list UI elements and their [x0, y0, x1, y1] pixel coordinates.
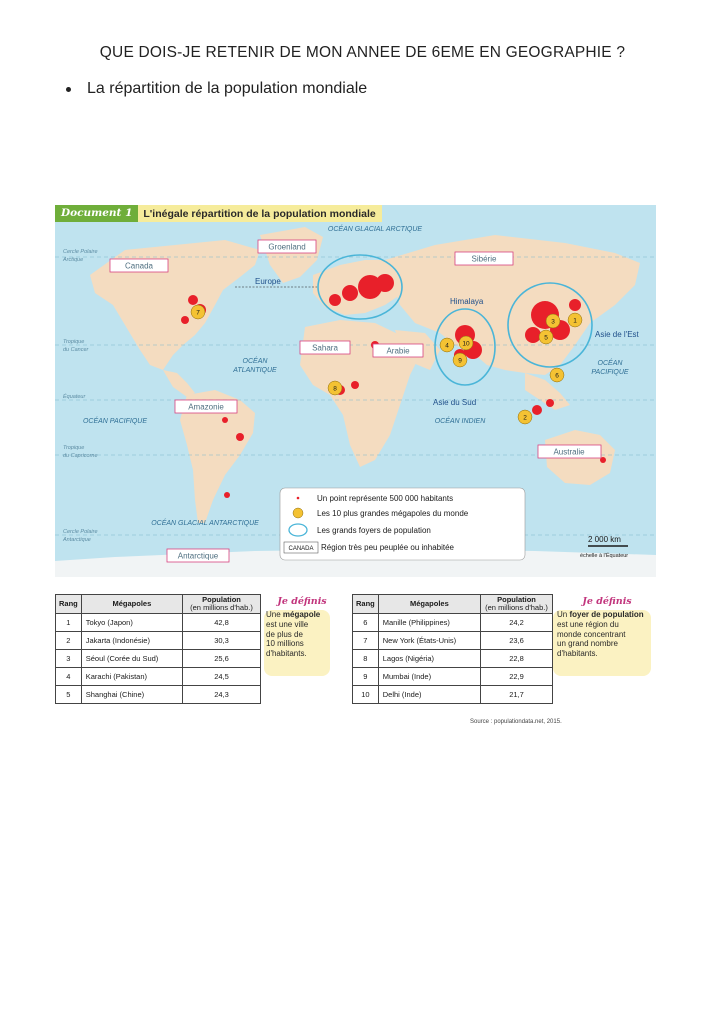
table-row: 6 Manille (Philippines) 24,2	[353, 613, 553, 631]
table-row: 10 Delhi (Inde) 21,7	[353, 685, 553, 703]
svg-text:Groenland: Groenland	[268, 242, 306, 252]
svg-text:4: 4	[445, 342, 449, 350]
svg-text:Équateur: Équateur	[63, 394, 86, 400]
city-header: Mégapoles	[81, 595, 182, 614]
megacity-table-right	[352, 594, 553, 704]
svg-text:Tropique: Tropique	[63, 339, 85, 345]
svg-text:Arabie: Arabie	[386, 346, 410, 356]
svg-text:ATLANTIQUE: ATLANTIQUE	[233, 367, 277, 374]
legend-dot-symbol	[297, 497, 300, 500]
megacity-table-left	[55, 594, 261, 704]
svg-text:Sahara: Sahara	[312, 343, 338, 353]
source-note: Source : populationdata.net, 2015.	[470, 719, 562, 725]
svg-text:Europe: Europe	[255, 277, 281, 286]
table-header-row	[353, 595, 553, 614]
svg-text:OCÉAN GLACIAL ARCTIQUE: OCÉAN GLACIAL ARCTIQUE	[327, 226, 423, 233]
table-row: 3 Séoul (Corée du Sud) 25,6	[56, 649, 261, 667]
scale-note: échelle à l'Équateur	[580, 553, 629, 559]
svg-text:OCÉAN PACIFIQUE: OCÉAN PACIFIQUE	[82, 418, 148, 425]
table-header-row	[56, 595, 261, 614]
svg-text:Antarctique: Antarctique	[63, 537, 91, 543]
map-legend	[280, 488, 525, 560]
svg-text:Arctique: Arctique	[63, 257, 84, 263]
legend-foyer-label: Les grands foyers de population	[317, 526, 431, 535]
definition-text: Un foyer de population est une région du monde concentrant un grand nombre d'habitants.	[557, 610, 644, 658]
svg-text:6: 6	[555, 372, 559, 380]
rank-header: Rang	[353, 595, 379, 614]
document-1	[55, 205, 656, 577]
definition-head: Je définis	[277, 596, 327, 607]
city-header: Mégapoles	[378, 595, 480, 614]
legend-megacity-label: Les 10 plus grandes mégapoles du monde	[317, 509, 469, 518]
definition-megapole	[266, 596, 338, 658]
svg-text:OCÉAN GLACIAL ANTARCTIQUE: OCÉAN GLACIAL ANTARCTIQUE	[151, 520, 259, 527]
bullet-dot	[66, 87, 71, 92]
svg-text:3: 3	[551, 318, 555, 326]
legend-megacity-symbol	[293, 508, 303, 518]
pop-header: Population (en millions d'hab.)	[481, 595, 553, 614]
table-row: 5 Shanghai (Chine) 24,3	[56, 685, 261, 703]
rank-header: Rang	[56, 595, 82, 614]
svg-text:Antarctique: Antarctique	[177, 551, 219, 561]
legend-box-label: Région très peu peuplée ou inhabitée	[321, 543, 454, 552]
world-map	[55, 205, 656, 577]
table-row: 7 New York (États-Unis) 23,6	[353, 631, 553, 649]
table-row: 4 Karachi (Pakistan) 24,5	[56, 667, 261, 685]
svg-text:Asie de l'Est: Asie de l'Est	[595, 330, 639, 339]
svg-text:7: 7	[196, 309, 200, 317]
definition-head: Je définis	[582, 596, 632, 607]
svg-text:5: 5	[544, 334, 548, 342]
document-badge: Document 1	[55, 205, 138, 222]
svg-text:Asie du Sud: Asie du Sud	[433, 398, 477, 407]
legend-dot-label: Un point représente 500 000 habitants	[317, 494, 454, 503]
svg-text:du Capricorne: du Capricorne	[63, 453, 98, 459]
svg-text:Amazonie: Amazonie	[188, 402, 224, 412]
svg-text:Cercle Polaire: Cercle Polaire	[63, 529, 98, 535]
svg-text:Tropique: Tropique	[63, 445, 85, 451]
svg-text:1: 1	[573, 317, 577, 325]
table-row: 1 Tokyo (Japon) 42,8	[56, 613, 261, 631]
svg-text:Himalaya: Himalaya	[450, 297, 484, 306]
svg-text:8: 8	[333, 385, 337, 393]
table-row: 8 Lagos (Nigéria) 22,8	[353, 649, 553, 667]
document-header	[55, 205, 382, 222]
svg-text:OCÉAN: OCÉAN	[242, 358, 268, 365]
legend-box-sample: CANADA	[288, 546, 314, 552]
svg-text:du Cancer: du Cancer	[63, 347, 89, 353]
svg-text:Canada: Canada	[124, 261, 154, 271]
definition-text: Une mégapole est une ville de plus de 10 millions d'habitants.	[266, 610, 321, 658]
svg-text:Sibérie: Sibérie	[471, 254, 497, 264]
table-row: 9 Mumbai (Inde) 22,9	[353, 667, 553, 685]
definition-foyer	[557, 596, 657, 658]
svg-text:9: 9	[458, 357, 462, 365]
table-row: 2 Jakarta (Indonésie) 30,3	[56, 631, 261, 649]
svg-text:2: 2	[523, 414, 527, 422]
svg-text:OCÉAN: OCÉAN	[597, 360, 623, 367]
pop-header: Population (en millions d'hab.)	[183, 595, 261, 614]
bullet-item	[66, 80, 367, 98]
svg-text:OCÉAN INDIEN: OCÉAN INDIEN	[434, 418, 486, 425]
document-title: L'inégale répartition de la population mondiale	[143, 207, 376, 220]
scale-value: 2 000 km	[588, 535, 621, 544]
svg-text:PACIFIQUE: PACIFIQUE	[591, 369, 629, 376]
bullet-text: La répartition de la population mondiale	[87, 80, 368, 97]
svg-text:Australie: Australie	[553, 447, 585, 457]
svg-text:10: 10	[462, 340, 470, 348]
page-title: QUE DOIS-JE RETENIR DE MON ANNEE DE 6EME EN GEOGRAPHIE ?	[99, 44, 626, 61]
svg-text:Cercle Polaire: Cercle Polaire	[63, 249, 98, 255]
